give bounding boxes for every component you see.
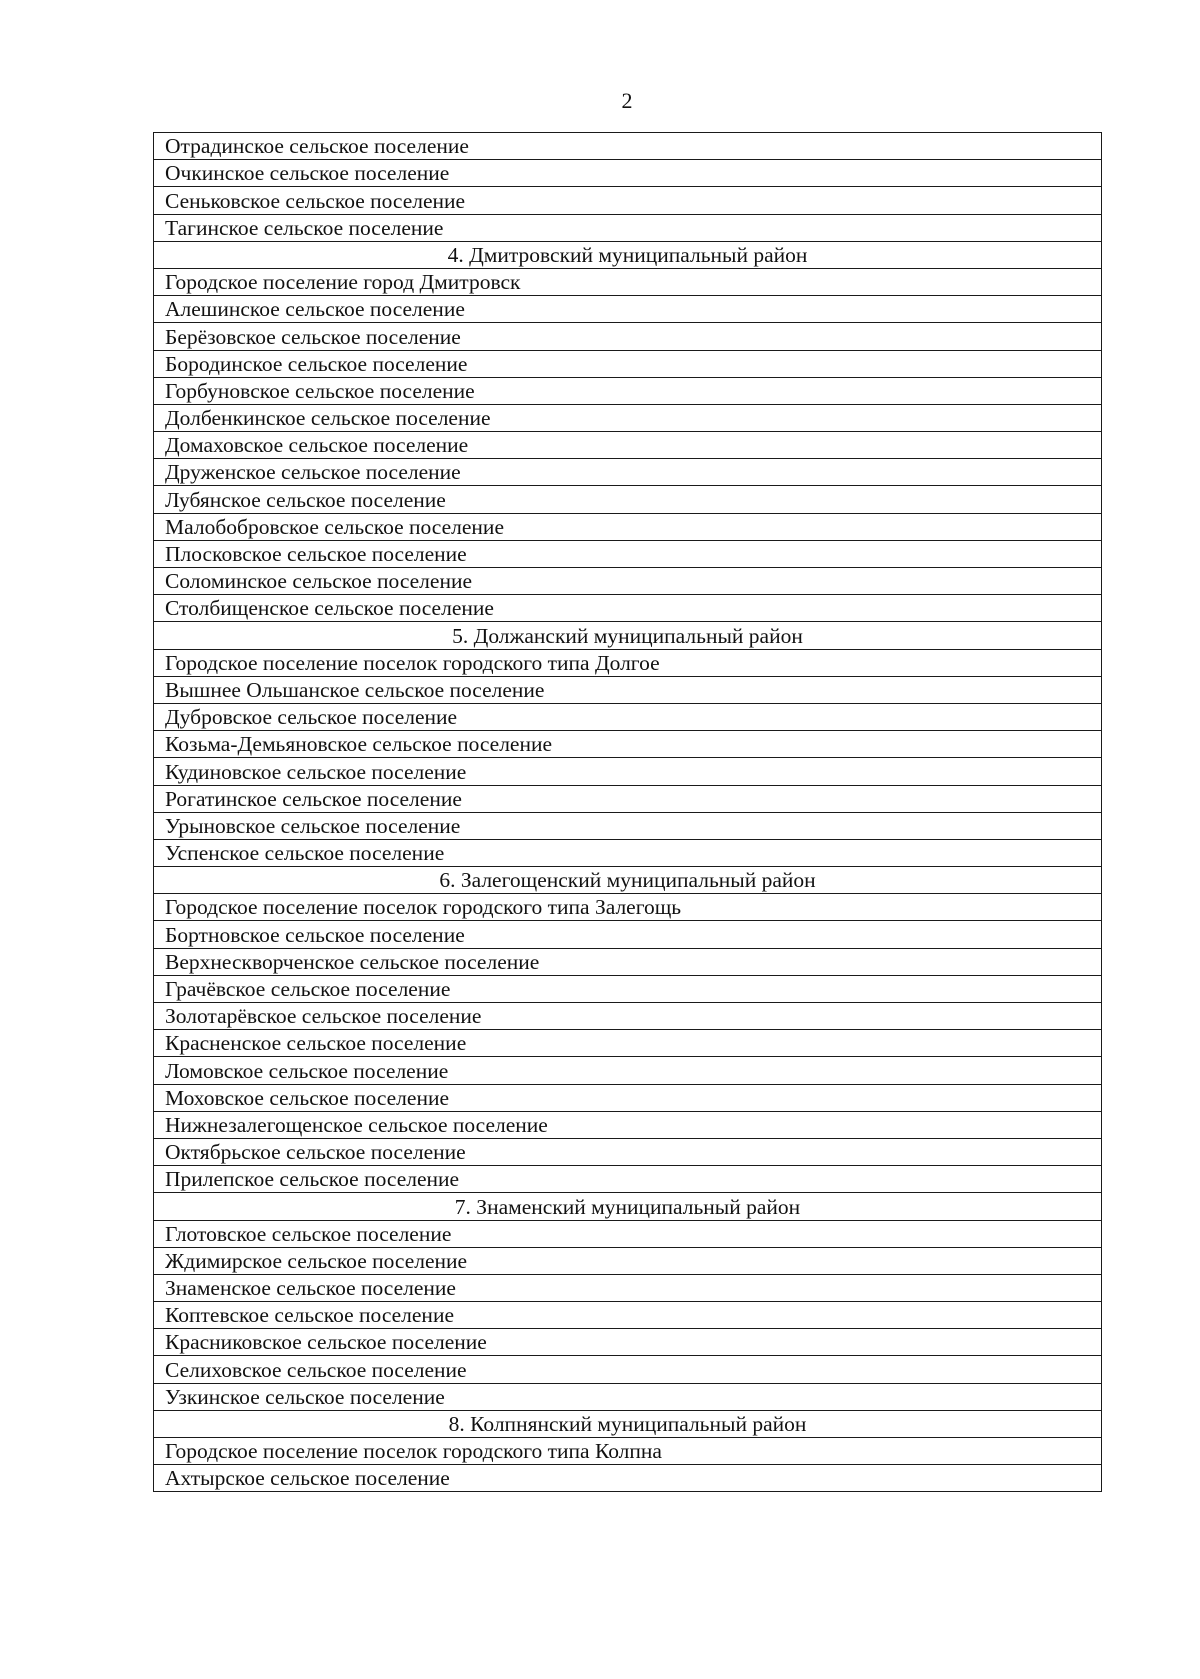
settlement-name-cell: Домаховское сельское поселение <box>154 432 1102 459</box>
settlement-row <box>154 513 1102 540</box>
settlement-name-cell: Отрадинское сельское поселение <box>154 133 1102 160</box>
settlement-row <box>154 812 1102 839</box>
settlement-name-cell: Знаменское сельское поселение <box>154 1274 1102 1301</box>
settlement-row <box>154 1383 1102 1410</box>
settlement-name-cell: Красненское сельское поселение <box>154 1030 1102 1057</box>
settlement-name-cell: Вышнее Ольшанское сельское поселение <box>154 676 1102 703</box>
settlement-name-cell: Городское поселение поселок городского типа Залегощь <box>154 894 1102 921</box>
settlement-name-cell: Золотарёвское сельское поселение <box>154 1003 1102 1030</box>
settlement-row <box>154 350 1102 377</box>
settlement-name-cell: Нижнезалегощенское сельское поселение <box>154 1111 1102 1138</box>
settlement-row <box>154 1356 1102 1383</box>
settlement-row <box>154 432 1102 459</box>
settlement-row <box>154 1302 1102 1329</box>
page-number: 2 <box>621 88 633 113</box>
settlement-name-cell: Городское поселение поселок городского типа Долгое <box>154 649 1102 676</box>
settlement-row <box>154 921 1102 948</box>
settlement-name-cell: Дубровское сельское поселение <box>154 703 1102 730</box>
settlement-row <box>154 975 1102 1002</box>
settlement-name-cell: Грачёвское сельское поселение <box>154 975 1102 1002</box>
settlement-row <box>154 649 1102 676</box>
settlement-name-cell: Глотовское сельское поселение <box>154 1220 1102 1247</box>
settlement-row <box>154 160 1102 187</box>
settlement-name-cell: Рогатинское сельское поселение <box>154 785 1102 812</box>
settlement-row <box>154 1220 1102 1247</box>
settlement-row <box>154 894 1102 921</box>
settlement-name-cell: Узкинское сельское поселение <box>154 1383 1102 1410</box>
settlement-row <box>154 1030 1102 1057</box>
district-name-cell: 4. Дмитровский муниципальный район <box>154 241 1102 268</box>
settlement-row <box>154 1465 1102 1492</box>
settlement-name-cell: Городское поселение поселок городского типа Колпна <box>154 1438 1102 1465</box>
settlement-name-cell: Октябрьское сельское поселение <box>154 1138 1102 1165</box>
settlement-name-cell: Верхнескворченское сельское поселение <box>154 948 1102 975</box>
settlement-row <box>154 1247 1102 1274</box>
district-header-row <box>154 1193 1102 1220</box>
settlement-row <box>154 540 1102 567</box>
settlement-name-cell: Ломовское сельское поселение <box>154 1057 1102 1084</box>
settlement-name-cell: Столбищенское сельское поселение <box>154 595 1102 622</box>
settlement-name-cell: Ждимирское сельское поселение <box>154 1247 1102 1274</box>
settlement-name-cell: Тагинское сельское поселение <box>154 214 1102 241</box>
settlement-row <box>154 1111 1102 1138</box>
settlement-row <box>154 758 1102 785</box>
settlement-row <box>154 323 1102 350</box>
settlement-row <box>154 731 1102 758</box>
settlement-name-cell: Бортновское сельское поселение <box>154 921 1102 948</box>
settlement-row <box>154 377 1102 404</box>
settlement-name-cell: Сеньковское сельское поселение <box>154 187 1102 214</box>
settlement-row <box>154 595 1102 622</box>
settlement-row <box>154 1329 1102 1356</box>
settlement-name-cell: Ахтырское сельское поселение <box>154 1465 1102 1492</box>
settlement-row <box>154 214 1102 241</box>
settlement-row <box>154 1138 1102 1165</box>
settlement-name-cell: Очкинское сельское поселение <box>154 160 1102 187</box>
settlement-name-cell: Плосковское сельское поселение <box>154 540 1102 567</box>
settlement-row <box>154 486 1102 513</box>
settlement-name-cell: Городское поселение город Дмитровск <box>154 268 1102 295</box>
district-name-cell: 8. Колпнянский муниципальный район <box>154 1410 1102 1437</box>
settlement-name-cell: Селиховское сельское поселение <box>154 1356 1102 1383</box>
settlement-row <box>154 948 1102 975</box>
settlement-name-cell: Урыновское сельское поселение <box>154 812 1102 839</box>
district-header-row <box>154 241 1102 268</box>
district-name-cell: 7. Знаменский муниципальный район <box>154 1193 1102 1220</box>
settlement-name-cell: Алешинское сельское поселение <box>154 296 1102 323</box>
settlements-table-body <box>154 133 1102 1492</box>
settlement-row <box>154 187 1102 214</box>
settlement-name-cell: Берёзовское сельское поселение <box>154 323 1102 350</box>
settlement-row <box>154 1438 1102 1465</box>
settlement-name-cell: Успенское сельское поселение <box>154 839 1102 866</box>
settlement-row <box>154 839 1102 866</box>
settlement-name-cell: Бородинское сельское поселение <box>154 350 1102 377</box>
settlement-row <box>154 459 1102 486</box>
settlement-name-cell: Соломинское сельское поселение <box>154 568 1102 595</box>
settlement-row <box>154 703 1102 730</box>
settlement-name-cell: Коптевское сельское поселение <box>154 1302 1102 1329</box>
settlement-row <box>154 676 1102 703</box>
district-header-row <box>154 1410 1102 1437</box>
district-header-row <box>154 867 1102 894</box>
settlement-row <box>154 1003 1102 1030</box>
settlement-row <box>154 568 1102 595</box>
settlement-name-cell: Друженское сельское поселение <box>154 459 1102 486</box>
settlement-name-cell: Малобобровское сельское поселение <box>154 513 1102 540</box>
district-name-cell: 5. Должанский муниципальный район <box>154 622 1102 649</box>
settlement-row <box>154 1057 1102 1084</box>
settlement-name-cell: Долбенкинское сельское поселение <box>154 404 1102 431</box>
district-header-row <box>154 622 1102 649</box>
settlement-name-cell: Козьма-Демьяновское сельское поселение <box>154 731 1102 758</box>
settlement-name-cell: Моховское сельское поселение <box>154 1084 1102 1111</box>
settlement-row <box>154 1274 1102 1301</box>
settlement-row <box>154 133 1102 160</box>
settlement-row <box>154 1084 1102 1111</box>
settlement-name-cell: Кудиновское сельское поселение <box>154 758 1102 785</box>
settlement-row <box>154 296 1102 323</box>
settlement-row <box>154 785 1102 812</box>
settlements-table <box>153 132 1102 1492</box>
district-name-cell: 6. Залегощенский муниципальный район <box>154 867 1102 894</box>
settlement-name-cell: Красниковское сельское поселение <box>154 1329 1102 1356</box>
settlement-name-cell: Прилепское сельское поселение <box>154 1166 1102 1193</box>
settlement-row <box>154 268 1102 295</box>
settlement-name-cell: Горбуновское сельское поселение <box>154 377 1102 404</box>
settlement-row <box>154 1166 1102 1193</box>
settlement-name-cell: Лубянское сельское поселение <box>154 486 1102 513</box>
settlement-row <box>154 404 1102 431</box>
